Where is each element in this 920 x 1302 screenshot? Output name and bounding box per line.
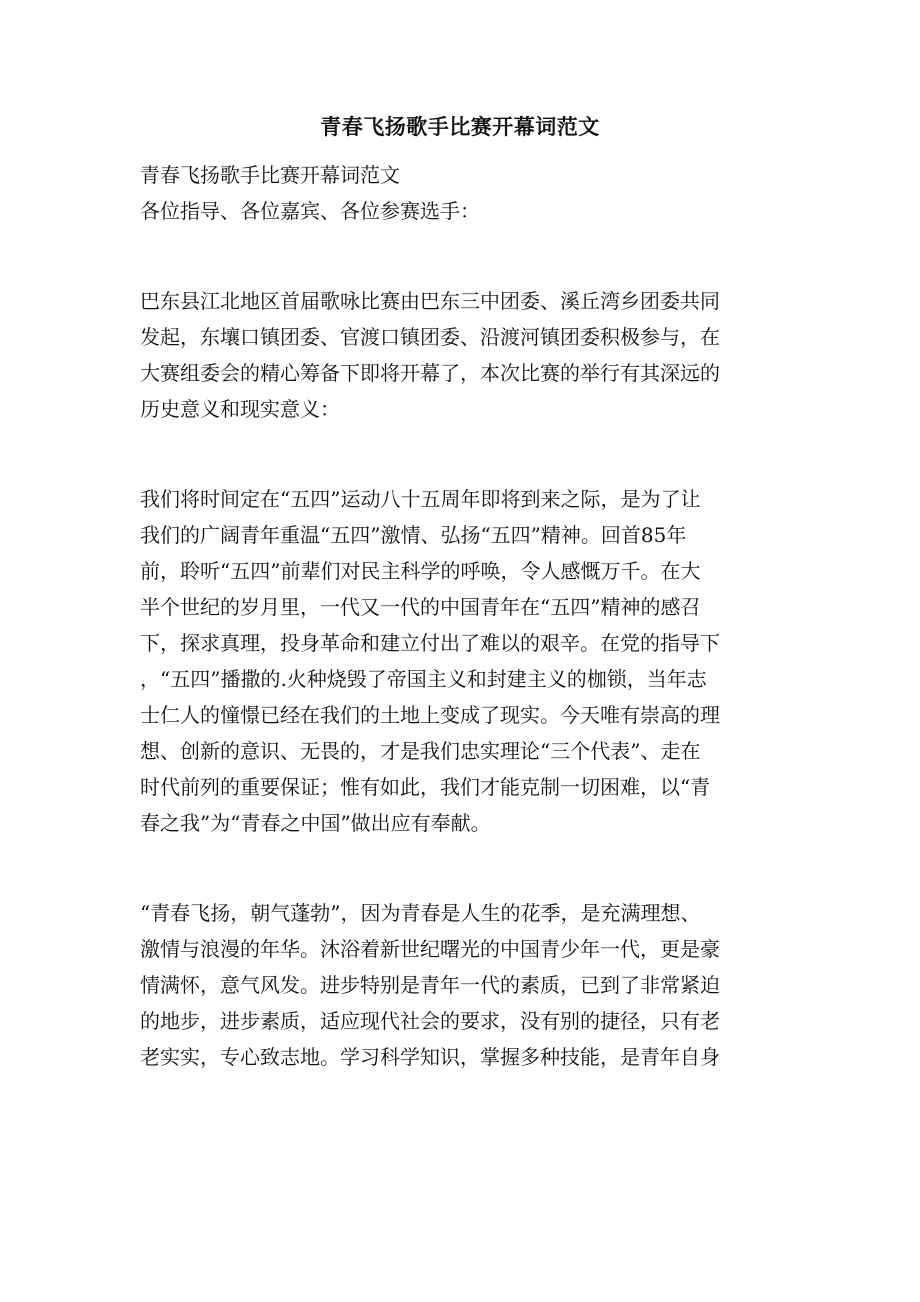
paragraph-line: 大赛组委会的精心筹备下即将开幕了，本次比赛的举行有其深远的 bbox=[140, 361, 720, 385]
document-subtitle: 青春飞扬歌手比赛开幕词范文 bbox=[140, 163, 400, 187]
paragraph-line: 前，聆听“五四”前辈们对民主科学的呼唤，令人感慨万千。在大 bbox=[140, 559, 701, 583]
paragraph-spacer bbox=[140, 427, 780, 481]
paragraph-line: 士仁人的憧憬已经在我们的土地上变成了现实。今天唯有崇高的理 bbox=[140, 703, 720, 727]
paragraph-line: 我们将时间定在“五四”运动八十五周年即将到来之际，是为了让 bbox=[140, 487, 701, 511]
paragraph-line: 下，探求真理，投身革命和建立付出了难以的艰辛。在党的指导下 bbox=[140, 631, 720, 655]
paragraph-line: 老实实，专心致志地。学习科学知识，掌握多种技能，是青年自身 bbox=[140, 1045, 720, 1069]
paragraph-line: 巴东县江北地区首届歌咏比赛由巴东三中团委、溪丘湾乡团委共同 bbox=[140, 289, 720, 313]
document-title: 青春飞扬歌手比赛开幕词范文 bbox=[320, 114, 600, 139]
paragraph-line: 历史意义和现实意义： bbox=[140, 397, 340, 421]
paragraph-line: “青春飞扬，朝气蓬勃”，因为青春是人生的花季，是充满理想、 bbox=[140, 901, 701, 925]
salutation: 各位指导、各位嘉宾、各位参赛选手： bbox=[140, 199, 480, 223]
paragraph-line: 春之我”为“青春之中国”做出应有奉献。 bbox=[140, 811, 491, 835]
paragraph-spacer bbox=[140, 229, 780, 283]
paragraph-line: 我们的广阔青年重温“五四”激情、弘扬“五四”精神。回首85年 bbox=[140, 523, 687, 547]
paragraph-line: 想、创新的意识、无畏的，才是我们忠实理论“三个代表”、走在 bbox=[140, 739, 701, 763]
paragraph-line: 激情与浪漫的年华。沐浴着新世纪曙光的中国青少年一代，更是豪 bbox=[140, 937, 720, 961]
paragraph-line: 半个世纪的岁月里，一代又一代的中国青年在“五四”精神的感召 bbox=[140, 595, 701, 619]
paragraph-line: 时代前列的重要保证；惟有如此，我们才能克制一切困难，以“青 bbox=[140, 775, 711, 799]
paragraph-3 bbox=[140, 895, 780, 1075]
paragraph-2 bbox=[140, 481, 780, 841]
paragraph-1 bbox=[140, 283, 780, 427]
paragraph-line: 情满怀，意气风发。进步特别是青年一代的素质，已到了非常紧迫 bbox=[140, 973, 720, 997]
paragraph-spacer bbox=[140, 841, 780, 895]
document-body bbox=[140, 157, 780, 1075]
paragraph-line: 的地步，进步素质，适应现代社会的要求，没有别的捷径，只有老 bbox=[140, 1009, 720, 1033]
paragraph-line: 发起，东壤口镇团委、官渡口镇团委、沿渡河镇团委积极参与，在 bbox=[140, 325, 720, 349]
paragraph-line: ，“五四”播撒的.火种烧毁了帝国主义和封建主义的枷锁，当年志 bbox=[140, 667, 707, 691]
